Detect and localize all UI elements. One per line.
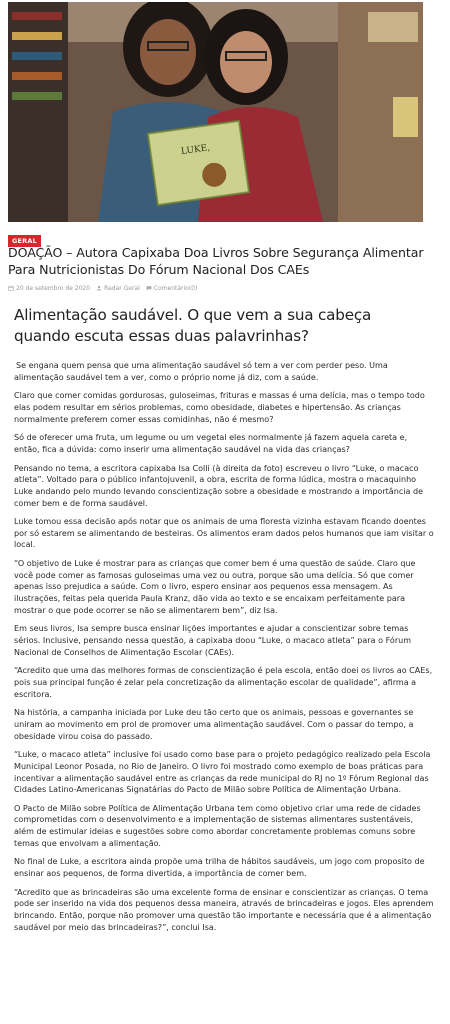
article-subhead: Alimentação saudável. O que vem a sua cabeça quando escuta essas duas palavrinhas?: [14, 306, 372, 345]
article-body: [14, 360, 434, 940]
article-paragraph: Claro que comer comidas gordurosas, guloseimas, frituras e massas é uma delícia, mas o tempo todo elas podem resultar em sérios problemas, como obesidade, diabetes e hipertensão. As crianças normalmente preferem comer essas comidinhas, não é mesmo?: [14, 391, 425, 424]
article-paragraph: Em seus livros, Isa sempre busca ensinar lições importantes e ajudar a conscientizar sobre temas sérios. Inclusive, pensando nessa questão, a capixaba doou “Luke, o macaco atleta” para o Fórum Nacional de Conselhos de Alimentação Escolar (CAEs).: [14, 624, 412, 657]
article-paragraph: O Pacto de Milão sobre Política de Alimentação Urbana tem como objetivo criar uma rede de cidades comprometidas com o desenvolvimento e a implementação de sistemas alimentares sustentáveis, além de estimular ideias e sugestões sobre como abordar concretamente problemas comuns sobre temas que envolvam a alimentação.: [14, 803, 421, 848]
date-item: [8, 285, 90, 292]
article-paragraph: “O objetivo de Luke é mostrar para as crianças que comer bem é uma questão de saúde. Claro que você pode comer as famosas guloseimas uma vez ou outra, porque são uma delícia. Só que comer apenas isso prejudica a saúde. Com o livro, espero ensinar aos pequenos essa mensagem. As ilustrações, feitas pela querida Paula Kranz, dão vida ao texto e se encaixam perfeitamente para mostrar o que pode ocorrer se não se alimentarem bem”, diz Isa.: [14, 559, 416, 615]
article-paragraph: “Acredito que uma das melhores formas de conscientização é pela escola, então doei os livros ao CAEs, pois sua principal função é zelar pela concretização da alimentação escolar de qualidade”, afirma a escritora.: [14, 666, 433, 699]
category-badge[interactable]: GERAL: [8, 235, 41, 247]
article-paragraph: Na história, a campanha iniciada por Luke deu tão certo que os animais, pessoas e governantes se uniram ao movimento em prol de promover uma alimentação saudável. Com o passar do tempo, a obesidade virou coisa do passado.: [14, 708, 414, 741]
article-date: 20 de setembro de 2020: [16, 285, 91, 292]
calendar-icon: [8, 285, 14, 291]
article-headline[interactable]: DOAÇÃO – Autora Capixaba Doa Livros Sobre Segurança Alimentar Para Nutricionistas Do Fórum Nacional Dos CAEs: [8, 245, 424, 277]
comment-icon: [146, 285, 152, 291]
article-paragraph: No final de Luke, a escritora ainda propõe uma trilha de hábitos saudáveis, um jogo com proposito de ensinar aos pequenos, de forma divertida, a importância de comer bem.: [14, 857, 425, 879]
author-item[interactable]: [96, 285, 140, 292]
article-meta: [8, 285, 197, 292]
user-icon: [96, 285, 102, 291]
article-paragraph: Pensando no tema, a escritora capixaba Isa Colli (à direita da foto) escreveu o livro “Luke, o macaco atleta”. Voltado para o público infantojuvenil, a obra, escrita de forma lúdica, mostra o macaquinho Luke andando pelo mundo levando conscientização sobre a obesidade e mostrando a importância de comer bem e de forma saudável.: [14, 463, 424, 508]
article-paragraph: Só de oferecer uma fruta, um legume ou um vegetal eles normalmente já fazem aquela careta e, então, fica a dúvida: como inserir uma alimentação saudável na vida das crianças?: [14, 433, 408, 454]
article-paragraph: Se engana quem pensa que uma alimentação saudável só tem a ver com perder peso. Uma alimentação saudável tem a ver, como o próprio nome já diz, com a saúde.: [14, 361, 388, 382]
hero-photo: [8, 2, 423, 222]
article-hero-image[interactable]: [8, 2, 423, 222]
article-author[interactable]: Radar Geral: [104, 285, 140, 292]
svg-text:LUKE,: LUKE,: [180, 143, 211, 158]
comments-item[interactable]: [146, 285, 198, 292]
article-comments[interactable]: Comentário(0): [153, 285, 198, 292]
article-paragraph: “Luke, o macaco atleta” inclusive foi usado como base para o projeto pedagógico realizado pela Escola Municipal Leonor Posada, no Rio de Janeiro. O livro foi mostrado como exemplo de boas práticas para incentivar a alimentação saudável entre as crianças da rede municipal do RJ no 1º Fórum Regional das Cidades Latino-Americanas Signatárias do Pacto de Milão sobre Política de Alimentação Urbana.: [14, 750, 431, 795]
article-paragraph: “Acredito que as brincadeiras são uma excelente forma de ensinar e conscientizar as crianças. O tema pode ser inserido na vida dos pequenos dessa maneira, através de brincadeiras e jogos. Eles aprendem brincando. Então, porque não promover uma questão tão importante e necessária que é a alimentação saudável por meio das brincadeiras?”, conclui Isa.: [14, 887, 434, 932]
article-paragraph: Luke tomou essa decisão após notar que os animais de uma floresta vizinha estavam ficando doentes por só estarem se alimentando de besteiras. Os alimentos eram dados pelos humanos que iam visitar o local.: [14, 517, 434, 550]
